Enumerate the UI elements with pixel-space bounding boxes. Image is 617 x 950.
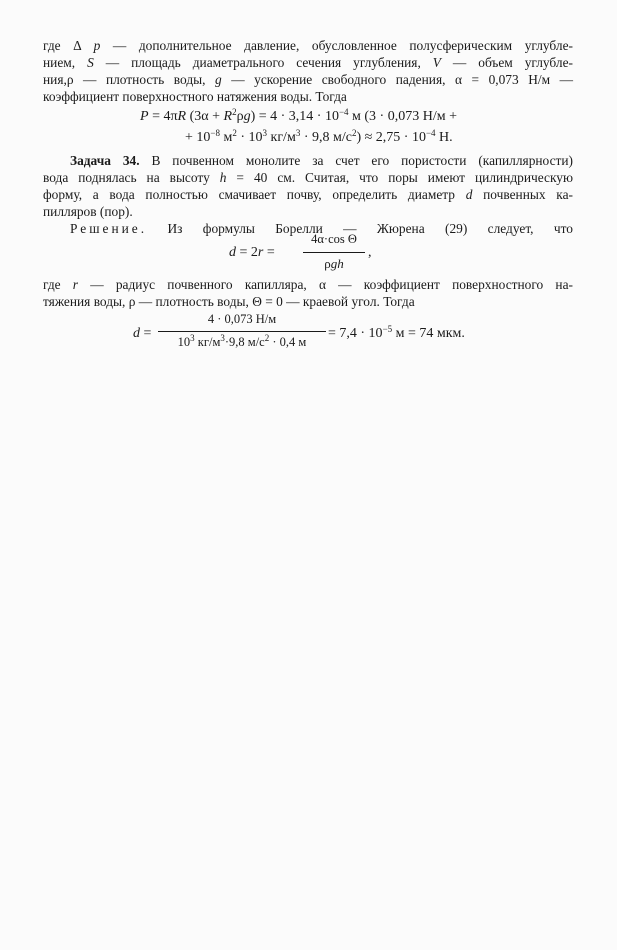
para2-line2: тяжения воды, ρ — плотность воды, Θ = 0 — краевой угол. Тогда bbox=[43, 294, 415, 309]
var-V: V bbox=[432, 55, 441, 70]
exponent: −4 bbox=[338, 107, 349, 117]
var-d: d bbox=[133, 326, 140, 341]
text: форму, а вода полностью смачивает почву, определить диаметр bbox=[43, 187, 466, 202]
text: — радиус почвенного капилляра, α — коэффициент поверхностного на- bbox=[78, 277, 573, 292]
exponent: 3 bbox=[220, 333, 225, 343]
var-r: r bbox=[72, 277, 79, 292]
text: почвенных ка- bbox=[472, 187, 573, 202]
exponent: 3 bbox=[190, 333, 195, 343]
var-h: h bbox=[219, 170, 227, 185]
formula-d1-lhs bbox=[229, 244, 275, 261]
var-p: p bbox=[93, 38, 101, 53]
fraction-bar bbox=[303, 252, 365, 253]
text: · 0,4 м bbox=[269, 335, 307, 349]
text: — площадь диаметрального сечения углубления, bbox=[93, 55, 433, 70]
text: = bbox=[263, 245, 275, 260]
text: В почвенном монолите за счет его пористости (капиллярности) bbox=[139, 153, 574, 168]
task34-line4: пилляров (пор). bbox=[43, 204, 133, 219]
text: м = 74 мкм. bbox=[392, 326, 465, 341]
para1-line4: коэффициент поверхностного натяжения воды. Тогда bbox=[43, 89, 347, 104]
task34-line1 bbox=[70, 152, 573, 169]
text: Из формулы Борелли — Жюрена (29) следует, что bbox=[147, 221, 573, 236]
text: = 4π bbox=[148, 109, 178, 124]
formula-d1-numerator: 4α·cos Θ bbox=[311, 232, 357, 246]
formula-d1-denominator bbox=[303, 256, 365, 272]
text: — ускорение свободного падения, α = 0,073 Н/м — bbox=[221, 72, 573, 87]
para2-line1 bbox=[43, 276, 573, 293]
para1-line1 bbox=[43, 37, 573, 54]
var-S: S bbox=[87, 55, 94, 70]
exponent: 2 bbox=[264, 333, 270, 343]
text: — объем углубле- bbox=[440, 55, 573, 70]
exponent: 2 bbox=[351, 128, 357, 138]
text: ρ bbox=[324, 256, 331, 271]
exponent: 2 bbox=[232, 128, 237, 138]
text: где Δ bbox=[43, 38, 94, 53]
text: м bbox=[219, 130, 233, 145]
solution-label: Решение. bbox=[70, 221, 148, 236]
var-R: R bbox=[177, 109, 187, 124]
exponent: −5 bbox=[382, 324, 393, 334]
text: где bbox=[43, 277, 73, 292]
exponent: −8 bbox=[210, 128, 220, 138]
text: ) ≈ 2,75 · 10 bbox=[356, 130, 426, 145]
text: 10 bbox=[177, 335, 191, 349]
text: = 40 см. Считая, что поры имеют цилиндрическую bbox=[226, 170, 573, 185]
text: ния,ρ — плотность воды, bbox=[43, 72, 215, 87]
para1-line3 bbox=[43, 71, 573, 88]
text: ρ bbox=[236, 109, 244, 124]
formula-d2-lhs bbox=[133, 325, 151, 342]
var-r: r bbox=[257, 245, 264, 260]
formula-p-line2 bbox=[185, 129, 453, 146]
exponent: 3 bbox=[262, 128, 268, 138]
text: = 2 bbox=[236, 245, 258, 260]
exponent: 3 bbox=[295, 128, 301, 138]
var-d: d bbox=[229, 245, 236, 260]
formula-d2-numerator: 4 · 0,073 Н/м bbox=[207, 312, 277, 326]
text: · 10 bbox=[236, 130, 263, 145]
exponent: 2 bbox=[232, 107, 237, 117]
task-title: Задача 34. bbox=[70, 153, 140, 168]
text: нием, bbox=[43, 55, 88, 70]
text: Н. bbox=[435, 130, 453, 145]
var-d: d bbox=[465, 187, 473, 202]
text: м (3 · 0,073 Н/м + bbox=[348, 109, 457, 124]
formula-p-line1 bbox=[140, 108, 457, 125]
text: (3α + bbox=[186, 109, 224, 124]
para1-line2 bbox=[43, 54, 573, 71]
var-g: g bbox=[243, 109, 251, 124]
formula-d2-denominator bbox=[158, 335, 326, 350]
var-R: R bbox=[223, 109, 233, 124]
var-P: P bbox=[140, 109, 149, 124]
text: кг/м bbox=[267, 130, 296, 145]
text: ·9,8 м/с bbox=[224, 335, 265, 349]
formula-d2-rhs bbox=[328, 325, 465, 342]
task34-line2 bbox=[43, 169, 573, 186]
text: = bbox=[140, 326, 152, 341]
text: вода поднялась на высоту bbox=[43, 170, 220, 185]
exponent: −4 bbox=[425, 128, 436, 138]
text: · 9,8 м/с bbox=[300, 130, 352, 145]
formula-d1-comma: , bbox=[368, 245, 372, 260]
fraction-bar bbox=[158, 331, 326, 332]
text: ) = 4 · 3,14 · 10 bbox=[250, 109, 339, 124]
var-gh: gh bbox=[330, 256, 344, 271]
var-g: g bbox=[215, 72, 222, 87]
text: = 7,4 · 10 bbox=[328, 326, 383, 341]
text: — дополнительное давление, обусловленное полусферическим углубле- bbox=[100, 38, 573, 53]
task34-line3 bbox=[43, 186, 573, 203]
text: кг/м bbox=[194, 335, 221, 349]
text: + 10 bbox=[185, 130, 211, 145]
